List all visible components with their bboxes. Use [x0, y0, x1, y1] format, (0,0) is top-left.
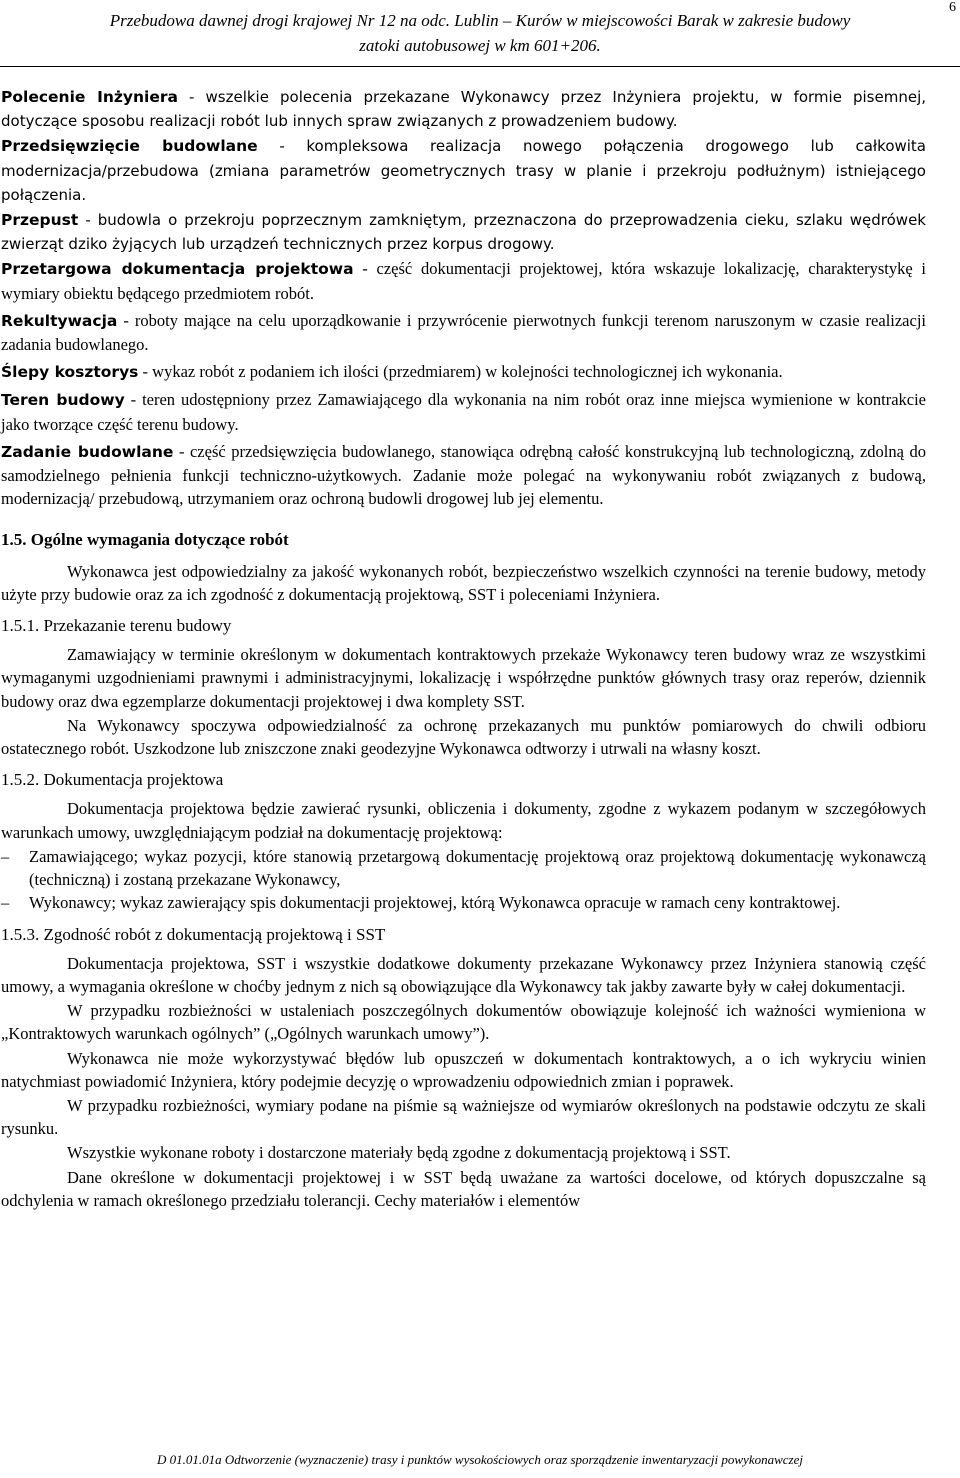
definition-text: teren udostępniony przez Zamawiającego dla wykonania na nim robót oraz inne miejsca wymienione w kontrakcie jako tworzące część terenu budowy.: [1, 390, 926, 434]
section-1-5-3-paragraph-4: W przypadku rozbieżności, wymiary podane na piśmie są ważniejsze od wymiarów określonych na podstawie odczytu ze skali rysunku.: [1, 1095, 926, 1139]
section-1-5-3-paragraph-1: Dokumentacja projektowa, SST i wszystkie dodatkowe dokumenty przekazane Wykonawcy przez Inżyniera stanowią część umowy, a wymagania określone w choćby jednym z nich są obowiązujące dla Wykonawcy tak jakby zawarte były w całej dokumentacji.: [1, 953, 926, 996]
list-item-text: Wykonawcy; wykaz zawierający spis dokumentacji projektowej, którą Wykonawca opracuje w ramach ceny kontraktowej.: [29, 893, 841, 913]
definition-term: Rekultywacja: [1, 311, 118, 330]
section-1-5-paragraph: Wykonawca jest odpowiedzialny za jakość wykonanych robót, bezpieczeństwo wszelkich czynności na terenie budowy, metody użyte przy budowie oraz za ich zgodność z dokumentacją projektową, SST i poleceniami Inżyniera.: [1, 561, 926, 604]
definition-separator: -: [78, 211, 98, 230]
section-1-5-1-paragraph-1: Zamawiający w terminie określonym w dokumentach kontraktowych przekaże Wykonawcy teren budowy wraz ze wszystkimi wymaganymi uzgodnieniami prawnymi i administracyjnymi, lokalizację i współrzędne punktów głównych trasy oraz reperów, dziennik budowy oraz dwa egzemplarze dokumentacji projektowej i dwa komplety SST.: [1, 645, 926, 711]
header-title-line-2: zatoki autobusowej w km 601+206.: [359, 36, 601, 55]
definition-separator: -: [138, 362, 153, 382]
header-rule: [0, 66, 960, 67]
section-1-5-3-paragraph-3: Wykonawca nie może wykorzystywać błędów lub opuszczeń w dokumentach kontraktowych, a o ich wykryciu winien natychmiast powiadomić Inżyniera, który podejmie decyzję o wprowadzeniu odpowiednich zmian i poprawek.: [1, 1048, 926, 1091]
definition-separator: -: [124, 390, 143, 410]
definition-term: Teren budowy: [1, 391, 125, 410]
section-1-5-3-paragraph-2: W przypadku rozbieżności w ustaleniach poszczególnych dokumentów obowiązuje kolejność ich ważności wymieniona w „Kontraktowych warunkach ogólnych” („Ogólnych warunkach umowy”).: [1, 1001, 926, 1044]
definition-slepy-kosztorys: [1, 360, 926, 384]
definition-text: wykaz robót z podaniem ich ilości (przedmiarem) w kolejności technologicznej ich wykonania.: [152, 362, 783, 382]
section-1-5-1-paragraph-2: Na Wykonawcy spoczywa odpowiedzialność za ochronę przekazanych mu punktów pomiarowych do chwili odbioru ostatecznego robót. Uszkodzone lub zniszczone znaki geodezyjne Wykonawca odtworzy i utrwali na własny koszt.: [1, 715, 926, 759]
definition-term: Przepust: [1, 211, 79, 230]
section-heading-1-5: 1.5. Ogólne wymagania dotyczące robót: [1, 530, 289, 550]
list-item: [1, 891, 926, 914]
definition-zadanie-budowlane: [1, 440, 926, 511]
definition-term: Ślepy kosztorys: [1, 363, 139, 382]
definition-term: Przedsięwzięcie budowlane: [1, 137, 258, 156]
definition-separator: -: [353, 259, 377, 279]
definition-text: budowla o przekroju poprzecznym zamkniętym, przeznaczona do przeprowadzenia cieku, szlaku wędrówek zwierząt dziko żyjących lub urządzeń technicznych przez korpus drogowy.: [1, 211, 926, 254]
definition-text: część przedsięwzięcia budowlanego, stanowiąca odrębną całość konstrukcyjną lub technologiczną, zdolną do samodzielnego pełnienia funkcji techniczno-użytkowych. Zadanie może polegać na wykonywaniu robót związanych z budową, modernizacją/ przebudową, utrzymaniem oraz ochroną budowli drogowej lub jej elementu.: [1, 441, 926, 509]
definition-term: Zadanie budowlane: [1, 442, 174, 461]
definition-text: kompleksowa realizacja nowego połączenia drogowego lub całkowita modernizacja/przebudowa (zmiana parametrów geometrycznych trasy w planie i przekroju podłużnym) istniejącego połączenia.: [1, 137, 927, 204]
section-heading-1-5-3: 1.5.3. Zgodność robót z dokumentacją projektową i SST: [1, 924, 386, 944]
section-1-5-3-paragraph-5: Wszystkie wykonane roboty i dostarczone materiały będą zgodne z dokumentacją projektową i SST.: [67, 1143, 731, 1163]
definition-separator: -: [177, 88, 206, 106]
definition-text: część dokumentacji projektowej, która wskazuje lokalizację, charakterystykę i wymiary obiektu będącego przedmiotem robót.: [1, 259, 927, 303]
definition-polecenie: [1, 85, 926, 133]
definition-przetargowa: [1, 257, 926, 304]
section-1-5-3-paragraph-6: Dane określone w dokumentacji projektowej i w SST będą uważane za wartości docelowe, od których dopuszczalne są odchylenia w ramach określonego przedziału tolerancji. Cechy materiałów i elementów: [1, 1167, 926, 1210]
definition-separator: -: [117, 310, 135, 330]
page-number: 6: [949, 0, 956, 15]
section-heading-1-5-1: 1.5.1. Przekazanie terenu budowy: [1, 616, 232, 636]
definition-separator: -: [173, 441, 190, 461]
header-title-line-1: Przebudowa dawnej drogi krajowej Nr 12 na odc. Lublin – Kurów w miejscowości Barak w zakresie budowy: [109, 11, 851, 30]
page-footer: D 01.01.01a Odtworzenie (wyznaczenie) trasy i punktów wysokościowych oraz sporządzenie inwentaryzacji powykonawczej: [157, 1452, 803, 1467]
list-dash: –: [1, 846, 10, 866]
definition-term: Przetargowa dokumentacja projektowa: [1, 260, 354, 279]
definition-przepust: [1, 208, 926, 256]
section-heading-1-5-2: 1.5.2. Dokumentacja projektowa: [1, 770, 224, 790]
page-content: [1, 85, 926, 1213]
section-1-5-2-paragraph: Dokumentacja projektowa będzie zawierać rysunki, obliczenia i dokumenty, zgodne z wykazem podanym w szczegółowych warunkach umowy, uwzględniającym podział na dokumentację projektową:: [1, 799, 926, 842]
definition-rekultywacja: [1, 309, 926, 356]
page-header: [0, 8, 960, 58]
definition-separator: -: [257, 137, 307, 156]
definition-przedsiewziecie: [1, 134, 926, 207]
definition-teren-budowy: [1, 388, 926, 435]
definition-term: Polecenie Inżyniera: [1, 88, 178, 106]
definition-text: wszelkie polecenia przekazane Wykonawcy przez Inżyniera projektu, w formie pisemnej, dotyczące sposobu realizacji robót lub innych spraw związanych z prowadzeniem budowy.: [1, 88, 927, 131]
list-item: [1, 845, 926, 891]
list-item-text: Zamawiającego; wykaz pozycji, które stanowią przetargową dokumentację projektową oraz projektową dokumentację wykonawczą (techniczną) i zostaną przekazane Wykonawcy,: [29, 846, 926, 890]
definition-text: roboty mające na celu uporządkowanie i przywrócenie pierwotnych funkcji terenom naruszonym w czasie realizacji zadania budowlanego.: [1, 310, 926, 355]
list-dash: –: [1, 893, 10, 913]
